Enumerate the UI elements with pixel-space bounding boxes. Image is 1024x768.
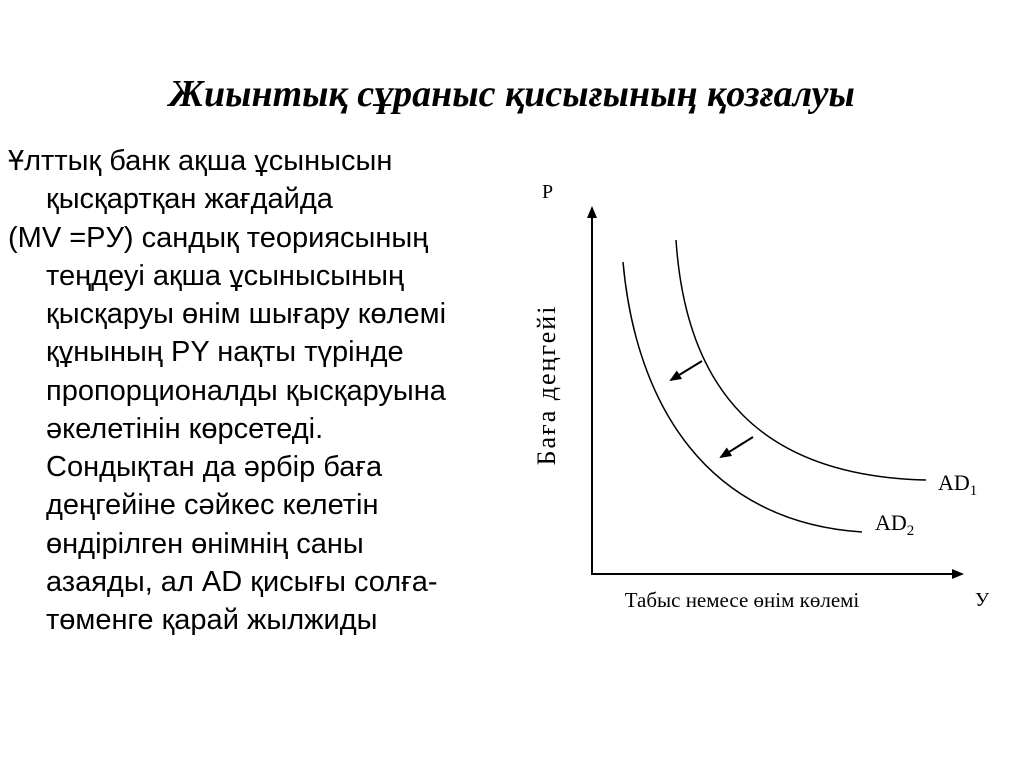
- ad1-curve: [676, 240, 926, 480]
- bullet-line: өндірілген өнімнің саны: [46, 527, 364, 560]
- bullet-line: Сондықтан да әрбір баға: [46, 451, 383, 484]
- y-axis-letter: P: [542, 181, 554, 203]
- ad-shift-diagram: [510, 170, 1010, 620]
- slide-title: Жиынтық сұраныс қисығының қозғалуы: [169, 73, 855, 115]
- shift-arrow-upper: [671, 361, 702, 380]
- bullet-item-2: [8, 219, 508, 640]
- ad1-label-sub: 1: [969, 483, 978, 499]
- bullet-line: (MV =PУ) сандық теориясының: [8, 221, 429, 254]
- bullet-line: құнының PY нақты түрінде: [46, 336, 404, 369]
- y-axis-label: Баға деңгейі: [532, 304, 561, 466]
- x-axis-letter: У: [975, 589, 990, 611]
- ad2-label-sub: 2: [906, 523, 915, 539]
- bullet-line: пропорционалды қысқаруына: [46, 374, 446, 407]
- ad1-label-main: AD: [938, 470, 970, 495]
- ad2-label: [875, 510, 914, 539]
- bullet-line: төменге қарай жылжиды: [46, 604, 378, 637]
- shift-arrow-lower: [721, 437, 753, 457]
- bullet-line: Ұлттық банк ақша ұсынысын: [8, 145, 393, 177]
- bullet-line: әкелетінін көрсетеді.: [46, 412, 324, 445]
- bullet-line: теңдеуі ақша ұсынысының: [46, 259, 405, 292]
- ad2-label-main: AD: [875, 510, 907, 535]
- x-axis-label: Табыс немесе өнім көлемі: [624, 588, 860, 612]
- ad1-label: [938, 470, 977, 499]
- ad2-curve: [623, 262, 862, 532]
- bullet-line: қысқартқан жағдайда: [46, 183, 333, 216]
- bullet-list: [8, 142, 508, 639]
- bullet-line: қысқаруы өнім шығару көлемі: [46, 298, 447, 331]
- bullet-line: деңгейіне сәйкес келетін: [46, 489, 379, 522]
- bullet-item-1: [8, 142, 508, 219]
- bullet-line: азаяды, ал AD қисығы солға-: [46, 565, 438, 598]
